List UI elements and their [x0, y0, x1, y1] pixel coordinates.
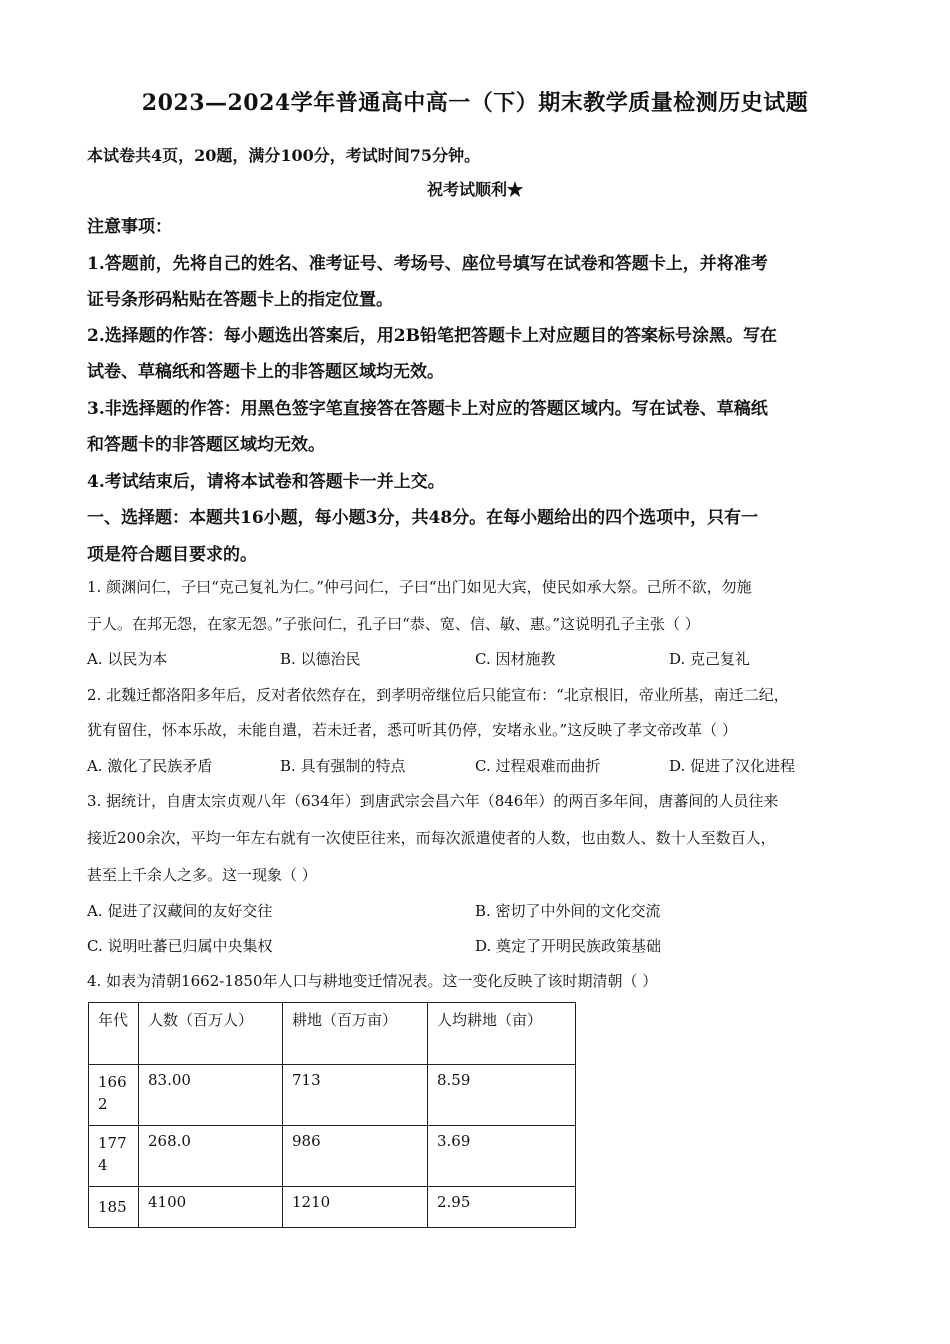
table-header-row: [89, 1003, 576, 1065]
section-heading: 项是符合题目要求的。: [87, 545, 257, 565]
table-cell: 268.0: [139, 1126, 283, 1187]
q3-option-b[interactable]: B. 密切了中外间的文化交流: [475, 902, 661, 920]
q2-option-d[interactable]: D. 促进了汉化进程: [669, 757, 796, 775]
table-row: [89, 1187, 576, 1228]
table-header-cell: 耕地（百万亩）: [283, 1003, 428, 1065]
table-header-cell: 人数（百万人）: [139, 1003, 283, 1065]
section-heading: 一、选择题：本题共16小题，每小题3分，共48分。在每小题给出的四个选项中，只有一: [87, 508, 759, 528]
table-cell: 4100: [139, 1187, 283, 1228]
q2-option-c[interactable]: C. 过程艰难而曲折: [475, 757, 601, 775]
table-cell: 3.69: [428, 1126, 576, 1187]
q1-option-a[interactable]: A. 以民为本: [87, 650, 168, 668]
notice-line: 2.选择题的作答：每小题选出答案后，用2B铅笔把答题卡上对应题目的答案标号涂黑。写在: [87, 326, 777, 346]
q3-option-c[interactable]: C. 说明吐蕃已归属中央集权: [87, 937, 273, 955]
table-cell: 1774: [89, 1126, 139, 1187]
question-3-text: 接近200余次，平均一年左右就有一次使臣往来，而每次派遣使者的人数，也由数人、数十人至数百人，: [87, 829, 776, 847]
table-header-cell: 年代: [89, 1003, 139, 1065]
table-cell: 713: [283, 1065, 428, 1126]
table-cell: 1210: [283, 1187, 428, 1228]
notice-line: 证号条形码粘贴在答题卡上的指定位置。: [87, 290, 393, 310]
question-1-text: 1. 颜渊问仁，子曰“克己复礼为仁。”仲弓问仁，子曰“出门如见大宾，使民如承大祭。己所不欲，勿施: [87, 578, 752, 596]
q3-option-a[interactable]: A. 促进了汉藏间的友好交往: [87, 902, 273, 920]
question-4-text: 4. 如表为清朝1662-1850年人口与耕地变迁情况表。这一变化反映了该时期清朝（ ）: [87, 972, 658, 990]
table-cell: 986: [283, 1126, 428, 1187]
notice-line: 1.答题前，先将自己的姓名、准考证号、考场号、座位号填写在试卷和答题卡上，并将准考: [87, 254, 768, 274]
table-header-cell: 人均耕地（亩）: [428, 1003, 576, 1065]
q2-option-b[interactable]: B. 具有强制的特点: [280, 757, 406, 775]
q3-option-d[interactable]: D. 奠定了开明民族政策基础: [475, 937, 662, 955]
q1-option-b[interactable]: B. 以德治民: [280, 650, 361, 668]
table-cell: 1662: [89, 1065, 139, 1126]
notice-line: 和答题卡的非答题区域均无效。: [87, 435, 325, 455]
question-3-text: 甚至上千余人之多。这一现象（ ）: [87, 866, 317, 884]
table-row: [89, 1126, 576, 1187]
notice-line: 4.考试结束后，请将本试卷和答题卡一并上交。: [87, 472, 445, 492]
notice-heading: 注意事项：: [87, 217, 172, 237]
blessing-text: 祝考试顺利★: [426, 180, 523, 199]
population-farmland-table: [88, 1002, 576, 1228]
question-1-text: 于人。在邦无怨，在家无怨。”子张问仁，孔子曰“恭、宽、信、敏、惠。”这说明孔子主张（ ）: [87, 615, 700, 633]
notice-line: 试卷、草稿纸和答题卡上的非答题区域均无效。: [87, 362, 444, 382]
question-2-text: 2. 北魏迁都洛阳多年后，反对者依然存在，到孝明帝继位后只能宣布：“北京根旧，帝业所基，南迁二纪，: [87, 686, 789, 704]
notice-line: 3.非选择题的作答：用黑色签字笔直接答在答题卡上对应的答题区域内。写在试卷、草稿纸: [87, 399, 768, 419]
table-cell: 2.95: [428, 1187, 576, 1228]
page-title: 2023—2024学年普通高中高一（下）期末教学质量检测历史试题: [141, 90, 809, 116]
question-2-text: 犹有留住，怀本乐故，未能自遣，若未迁者，悉可听其仍停，安堵永业。”这反映了孝文帝改革（ ）: [87, 721, 737, 739]
question-3-text: 3. 据统计，自唐太宗贞观八年（634年）到唐武宗会昌六年（846年）的两百多年间，唐蕃间的人员往来: [87, 792, 779, 810]
table-cell: 185: [89, 1187, 139, 1228]
q1-option-d[interactable]: D. 克己复礼: [669, 650, 751, 668]
q1-option-c[interactable]: C. 因材施教: [475, 650, 556, 668]
q2-option-a[interactable]: A. 激化了民族矛盾: [87, 757, 213, 775]
table-row: [89, 1065, 576, 1126]
table-cell: 83.00: [139, 1065, 283, 1126]
intro-text: 本试卷共4页，20题，满分100分，考试时间75分钟。: [87, 146, 481, 165]
table-cell: 8.59: [428, 1065, 576, 1126]
